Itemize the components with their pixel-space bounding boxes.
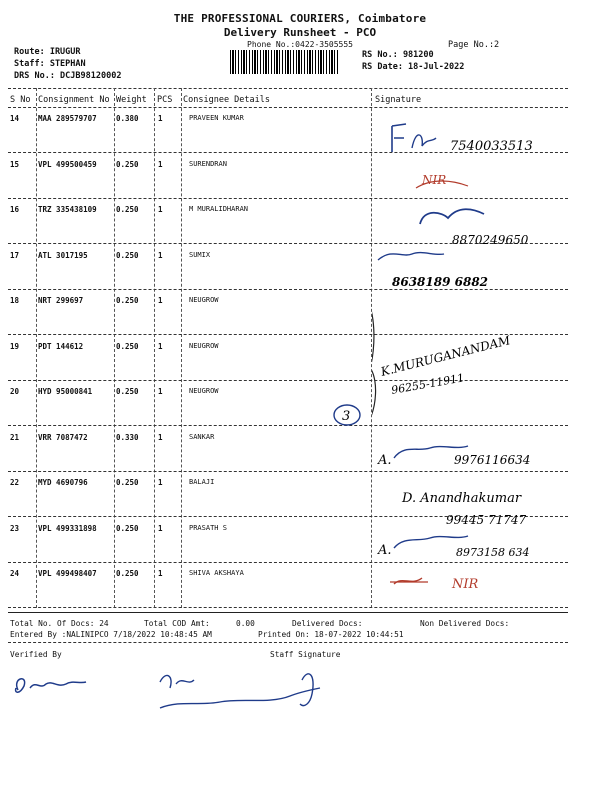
signature-text-24: NIR [452,577,479,592]
row-sno: 14 [10,114,20,123]
row-consignee: NEUGROW [189,387,219,395]
row-sno: 22 [10,478,20,487]
document-subtitle: Delivery Runsheet - PCO [223,26,377,39]
row-sno: 16 [10,205,20,214]
signature-text-21: 9976116634 [454,453,531,467]
signature-stroke [420,209,484,224]
signature-text-15: NIR [422,173,447,187]
row-consignee: M MURALIDHARAN [189,205,249,213]
row-pcs: 1 [158,159,163,169]
row-pcs: 1 [158,569,163,578]
row-sno: 17 [10,250,20,260]
row-sno: 19 [10,341,20,351]
row-pcs: 1 [158,387,163,396]
bracket-stroke [372,296,376,426]
signature-stroke [394,578,422,584]
row-consignment: NRT 299697 [38,296,84,305]
column-header-consignee: Consignee Details [183,95,270,105]
col-divider [181,88,182,608]
row-consignment: HYD 95000841 [38,387,93,396]
signature-initial-23: A. [378,543,392,558]
row-sno: 15 [10,159,20,169]
table-top-rule [8,88,568,89]
signature-text-18-20-phone: 96255-11911 [390,371,466,397]
row-consignee: SHIVA AKSHAYA [189,569,244,577]
row-consignment: MAA 289579707 [38,114,97,123]
row-consignee: SUMIX [189,250,211,259]
row-consignment: VPL 499500459 [38,159,97,169]
rs-date: RS Date: 18-Jul-2022 [362,62,465,72]
signature-text-22-name: D. Anandhakumar [402,491,522,506]
row-consignee: NEUGROW [189,341,219,350]
handwritten-signatures [372,108,572,608]
row-consignee: BALAJI [189,478,215,486]
total-cod-value: 0.00 [236,619,255,628]
signature-text-22-phone: 99445 71747 [446,513,527,527]
row-consignee: NEUGROW [189,296,219,304]
row-weight: 0.380 [116,114,139,123]
column-header-pcs: PCS [157,95,173,105]
row-consignment: VPL 499498407 [38,569,97,578]
row-consignment: TRZ 335438109 [38,205,97,214]
row-sno: 18 [10,296,20,305]
staff-signature [160,675,320,708]
total-docs: Total No. Of Docs: 24 [10,619,109,628]
row-consignee: SANKAR [189,432,215,441]
row-pcs: 1 [158,523,163,533]
column-header-weight: Weight [116,95,147,105]
route: Route: IRUGUR [14,47,81,57]
signature-stroke [412,135,436,148]
signature-text-16: 8870249650 [452,233,529,247]
col-divider [154,88,155,608]
drs-number: DRS No.: DCJB98120002 [14,71,122,81]
footer-top-rule [8,612,568,613]
delivered-docs: Delivered Docs: [292,619,363,628]
row-weight: 0.250 [116,205,139,214]
signature-stroke [378,253,444,260]
barcode-image [230,50,340,74]
footer-bottom-rule [8,642,568,643]
printed-on: Printed On: 18-07-2022 10:44:51 [258,630,404,639]
non-delivered-docs: Non Delivered Docs: [420,619,510,628]
row-consignee: PRAVEEN KUMAR [189,114,244,122]
row-weight: 0.250 [116,250,139,260]
row-weight: 0.250 [116,296,139,305]
signature-text-17: 8638189 6882 [392,275,489,289]
signature-initial-21: A. [378,453,392,468]
row-consignment: ATL 3017195 [38,250,88,260]
circled-count [330,402,364,428]
row-consignment: MYD 4690796 [38,478,88,487]
row-sno: 20 [10,387,20,396]
row-sno: 24 [10,569,20,578]
row-consignment: VRR 7087472 [38,432,88,442]
total-cod-label: Total COD Amt: [144,619,210,628]
row-weight: 0.250 [116,478,139,487]
phone-number: Phone No.:0422-3505555 [247,40,353,49]
row-weight: 0.250 [116,341,139,351]
row-weight: 0.250 [116,159,139,169]
footer-signatures [10,660,370,730]
col-divider [36,88,37,608]
row-weight: 0.250 [116,523,139,533]
row-pcs: 1 [158,250,163,260]
row-consignment: PDT 144612 [38,341,84,351]
verified-by-label: Verified By [10,650,62,659]
column-header-signature: Signature [375,95,422,105]
signature-text-18-20-name: K.MURUGANANDAM [379,333,512,379]
rs-number: RS No.: 981200 [362,50,434,60]
signature-stroke [392,124,406,152]
column-header-consignment: Consignment No [38,95,110,105]
col-divider [114,88,115,608]
row-weight: 0.250 [116,569,139,578]
row-weight: 0.250 [116,387,139,396]
row-sno: 23 [10,523,20,533]
row-consignee: SURENDRAN [189,159,227,168]
signature-text-23: 8973158 634 [456,546,530,559]
row-pcs: 1 [158,432,163,442]
row-consignee: PRASATH S [189,523,227,532]
row-pcs: 1 [158,296,163,305]
row-pcs: 1 [158,205,163,214]
entered-by: Entered By :NALINIPCO 7/18/2022 10:48:45 AM [10,630,212,639]
row-sno: 21 [10,432,20,442]
verifier-signature [16,679,86,693]
page-number: Page No.:2 [448,40,500,50]
row-pcs: 1 [158,341,163,351]
row-weight: 0.330 [116,432,139,442]
row-pcs: 1 [158,114,163,123]
company-title: THE PROFESSIONAL COURIERS, Coimbatore [173,12,427,25]
row-consignment: VPL 499331898 [38,523,97,533]
staff-name: Staff: STEPHAN [14,59,86,69]
row-pcs: 1 [158,478,163,487]
column-header-sno: S No [10,95,31,105]
staff-signature-label: Staff Signature [270,650,341,659]
signature-text-14: 7540033513 [450,139,533,154]
circled-count-text: 3 [342,409,351,424]
